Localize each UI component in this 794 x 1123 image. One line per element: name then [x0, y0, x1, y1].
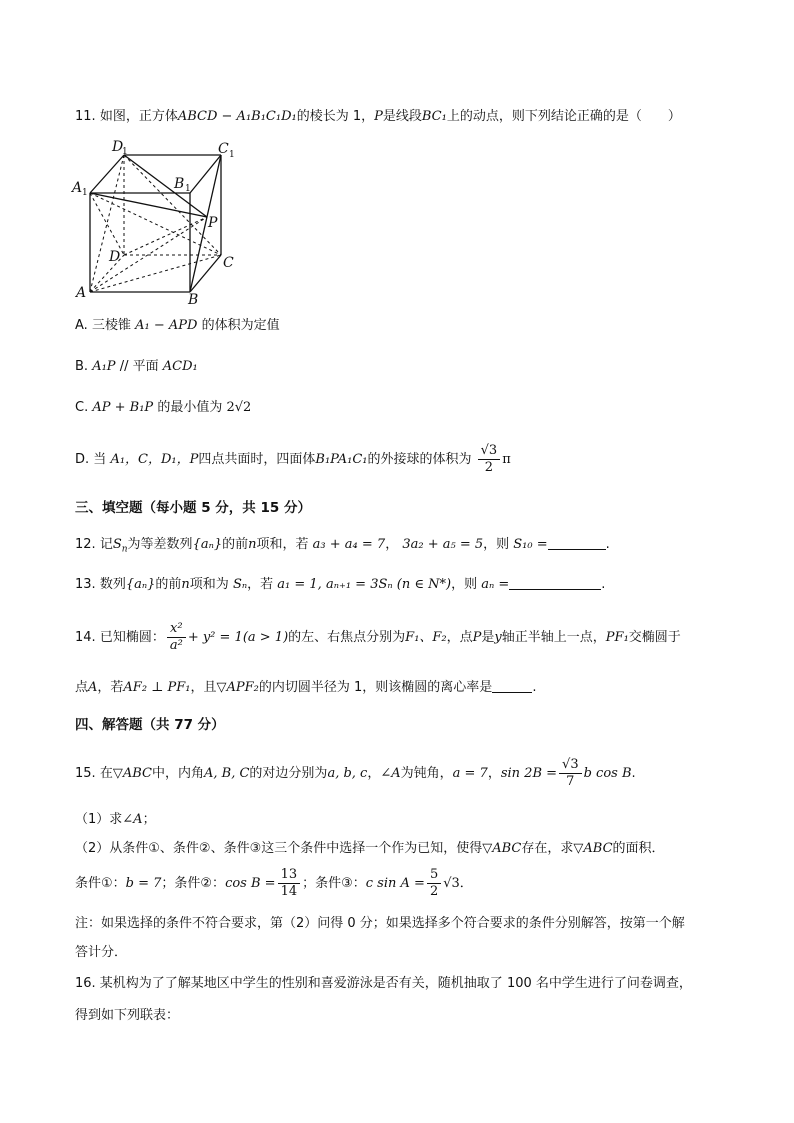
label-c1: C: [218, 141, 229, 157]
q13: 13. 数列{aₙ}的前n项和为 Sₙ，若 a₁ = 1, aₙ₊₁ = 3Sₙ (n ∈ N*)，则 aₙ = .: [75, 577, 606, 592]
option-a: A. 三棱锥 A₁ − APD 的体积为定值: [75, 318, 280, 333]
answer-blank[interactable]: [509, 575, 601, 590]
svg-text:1: 1: [82, 188, 88, 198]
option-c: C. AP + B₁P 的最小值为 2√2: [75, 400, 252, 415]
option-b: B. A₁P // 平面 ACD₁: [75, 359, 198, 374]
label-b: B: [188, 292, 199, 307]
cube-figure: [66, 137, 246, 307]
q11-stem: 11. 如图，正方体ABCD − A₁B₁C₁D₁的棱长为 1，P是线段BC₁上的动点，则下列结论正确的是（ ）: [75, 109, 681, 124]
svg-text:1: 1: [229, 150, 235, 160]
q14-line1: 14. 已知椭圆： $\frac{\text{x²}}{\text{a²}}$ + y² = 1(a > 1)的左、右焦点分别为F₁、F₂，点P是y轴正半轴上一点，PF₁交椭圆于: [75, 621, 681, 653]
fraction: $\frac{5}{2}$: [427, 867, 441, 900]
answer-blank[interactable]: [548, 535, 606, 550]
svg-text:1: 1: [185, 184, 191, 194]
label-d1: D: [112, 139, 124, 155]
fraction: $\frac{13}{14}$: [278, 867, 301, 900]
fraction: $\frac{√3}{7}$: [559, 757, 582, 790]
fraction: $\frac{√3}{2}$: [478, 443, 501, 476]
q12: 12. 记$S_n$为等差数列{aₙ}的前n项和，若 a₃ + a₄ = 7， 3a₂ + a₅ = 5，则 S₁₀ = .: [75, 537, 610, 555]
label-b1: B: [174, 176, 185, 192]
q15-conditions: 条件①：b = 7；条件②：cos B = $\frac{13}{14}$ ；条件③：c sin A = $\frac{5}{2}$ √3．: [75, 867, 473, 899]
q14-line2: 点A，若AF₂ ⊥ PF₁，且▽APF₂的内切圆半径为 1，则该椭圆的离心率是 .: [75, 680, 537, 695]
q15-note-cont: 答计分．: [75, 945, 128, 960]
label-c: C: [223, 255, 234, 271]
label-a1: A: [72, 180, 83, 196]
label-a: A: [76, 285, 87, 301]
fraction: $\frac{\text{x²}}{\text{a²}}$: [167, 621, 186, 654]
label-p: P: [208, 215, 218, 231]
section-title: 三、填空题（每小题 5 分，共 15 分）: [75, 500, 311, 516]
q16-line2: 得到如下列联表：: [75, 1008, 180, 1023]
section-title: 四、解答题（共 77 分）: [75, 717, 225, 733]
option-d: D. 当 A₁，C，D₁，P四点共面时，四面体B₁PA₁C₁的外接球的体积为 $\frac{√3}{2}$ π: [75, 443, 511, 475]
answer-blank[interactable]: [492, 678, 532, 693]
q15-part2: （2）从条件①、条件②、条件③这三个条件中选择一个作为已知，使得▽ABC存在，求▽ABC的面积．: [75, 841, 665, 856]
q15-part1: （1）求∠A；: [75, 812, 156, 827]
svg-text:1: 1: [122, 147, 128, 157]
q15-note: 注：如果选择的条件不符合要求，第（2）问得 0 分；如果选择多个符合要求的条件分别解答，按第一个解: [75, 916, 685, 931]
label-d: D: [109, 249, 121, 265]
q15-stem: 15. 在▽ABC中，内角A, B, C的对边分别为a, b, c，∠A为钝角，a = 7，sin 2B = $\frac{√3}{7}$ b cos B.: [75, 757, 636, 789]
question-number: 11.: [75, 109, 96, 124]
q16-line1: 16. 某机构为了了解某地区中学生的性别和喜爱游泳是否有关，随机抽取了 100 名中学生进行了问卷调查，: [75, 976, 692, 991]
